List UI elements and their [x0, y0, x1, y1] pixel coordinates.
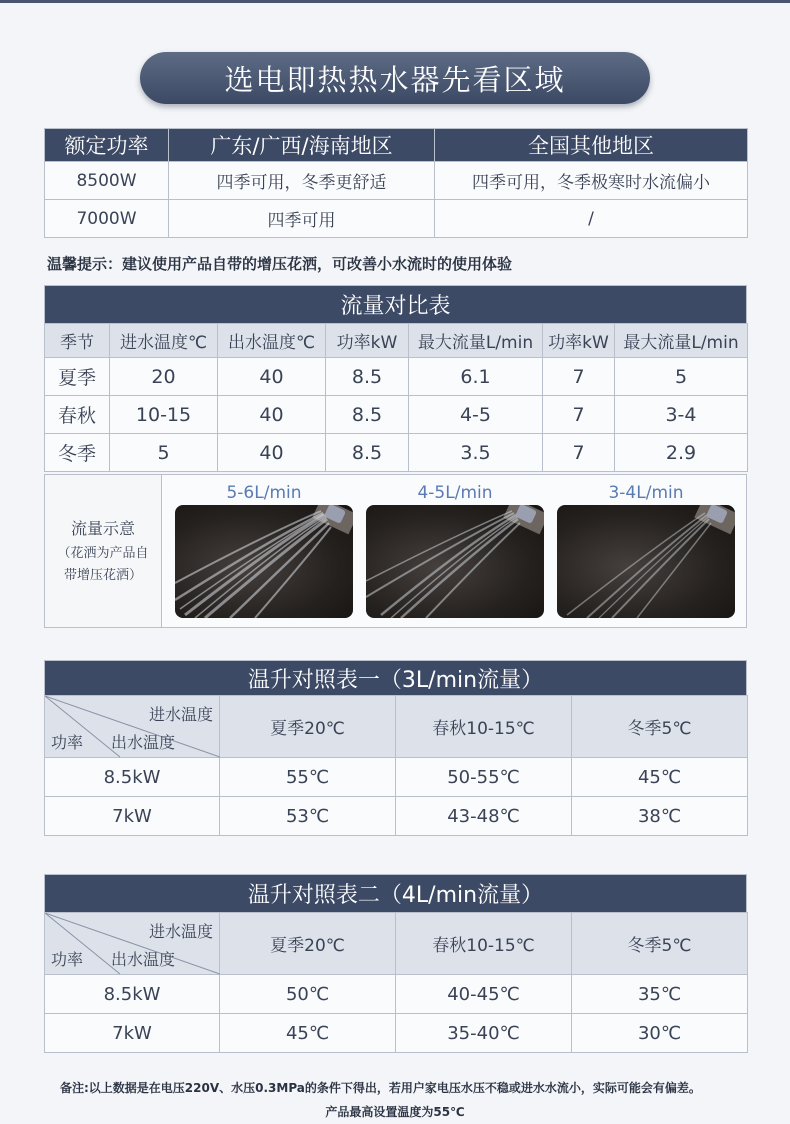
top-border-line — [0, 0, 790, 3]
table-row — [45, 162, 748, 200]
table-cell: 2.9 — [615, 434, 748, 472]
flow-demo-item — [175, 481, 353, 618]
shower-water-icon — [175, 505, 353, 618]
footnote: 备注:以上数据是在电压220V、水压0.3MPa的条件下得出，若用户家电压水压不稳或进水水流小，实际可能会有偏差。 — [60, 1081, 701, 1095]
region-cell: 四季可用 — [169, 200, 435, 238]
table-cell: 30℃ — [572, 1014, 748, 1053]
table-cell: 3-4 — [615, 396, 748, 434]
header-outlet-temp: 出水温度℃ — [218, 324, 326, 358]
table-row — [45, 358, 748, 396]
flow-demo-note-line2: 带增压花洒） — [63, 567, 142, 583]
flow-demo-note-line1: （花洒为产品自 — [57, 545, 149, 561]
table-cell: 40-45℃ — [396, 975, 572, 1014]
region-cell: 四季可用，冬季更舒适 — [169, 162, 435, 200]
table-row — [45, 797, 748, 836]
table-cell: 35℃ — [572, 975, 748, 1014]
temp-table-2-title: 温升对照表二（4L/min流量） — [44, 874, 747, 913]
corner-outlet-label: 出水温度 — [111, 733, 176, 752]
table-cell: 4-5 — [409, 396, 543, 434]
temp-table-1-title: 温升对照表一（3L/min流量） — [44, 660, 747, 696]
temp-rise-table-2 — [44, 912, 748, 1053]
flow-rate-label: 4-5L/min — [417, 483, 493, 503]
flow-demo-note — [57, 543, 148, 587]
table-cell: 50℃ — [220, 975, 396, 1014]
header-power: 功率kW — [326, 324, 409, 358]
table-cell: 40 — [218, 434, 326, 472]
table-cell: 5 — [615, 358, 748, 396]
power-cell: 8.5kW — [45, 758, 220, 797]
flow-demo-panel — [44, 474, 747, 628]
table-cell: 7 — [543, 358, 615, 396]
flow-rate-label: 5-6L/min — [226, 483, 302, 503]
corner-inlet-label: 进水温度 — [148, 922, 213, 941]
table-row — [45, 200, 748, 238]
table-cell: 7 — [543, 434, 615, 472]
table-cell: 20 — [110, 358, 218, 396]
corner-header-cell — [45, 696, 220, 758]
power-cell: 8.5kW — [45, 975, 220, 1014]
table-cell: 55℃ — [220, 758, 396, 797]
header-spring-autumn: 春秋10-15℃ — [396, 696, 572, 758]
table-cell: 45℃ — [220, 1014, 396, 1053]
shower-water-icon — [557, 505, 735, 618]
header-summer: 夏季20℃ — [220, 696, 396, 758]
header-inlet-temp: 进水温度℃ — [110, 324, 218, 358]
header-winter: 冬季5℃ — [572, 913, 748, 975]
flow-demo-item — [366, 481, 544, 618]
header-season: 季节 — [45, 324, 110, 358]
flow-comparison-table — [44, 323, 748, 472]
table-cell: 8.5 — [326, 434, 409, 472]
table-cell: 53℃ — [220, 797, 396, 836]
season-cell: 冬季 — [45, 434, 110, 472]
power-cell: 7kW — [45, 797, 220, 836]
flow-demo-title: 流量示意 — [70, 518, 135, 538]
table-cell: 45℃ — [572, 758, 748, 797]
table-cell: 43-48℃ — [396, 797, 572, 836]
region-cell: 四季可用，冬季极寒时水流偏小 — [435, 162, 748, 200]
temp-table-header-row — [45, 913, 748, 975]
flow-demo-label — [45, 475, 162, 627]
header-max-flow: 最大流量L/min — [409, 324, 543, 358]
shower-photo — [175, 505, 353, 618]
table-cell: 38℃ — [572, 797, 748, 836]
header-spring-autumn: 春秋10-15℃ — [396, 913, 572, 975]
header-other-region: 全国其他地区 — [435, 129, 748, 162]
temp-table-header-row — [45, 696, 748, 758]
header-summer: 夏季20℃ — [220, 913, 396, 975]
flow-demo-item — [557, 481, 735, 618]
table-cell: 40 — [218, 358, 326, 396]
table-cell: 40 — [218, 396, 326, 434]
table-cell: 8.5 — [326, 358, 409, 396]
season-cell: 春秋 — [45, 396, 110, 434]
header-rated-power: 额定功率 — [45, 129, 169, 162]
table-cell: 6.1 — [409, 358, 543, 396]
table-cell: 3.5 — [409, 434, 543, 472]
table-row — [45, 975, 748, 1014]
region-cell: / — [435, 200, 748, 238]
table-cell: 50-55℃ — [396, 758, 572, 797]
table-row — [45, 1014, 748, 1053]
flow-table-title: 流量对比表 — [44, 285, 747, 324]
header-power: 功率kW — [543, 324, 615, 358]
table-cell: 10-15 — [110, 396, 218, 434]
page-title: 选电即热热水器先看区域 — [140, 52, 650, 104]
table-cell: 35-40℃ — [396, 1014, 572, 1053]
power-table-header-row — [45, 129, 748, 162]
corner-outlet-label: 出水温度 — [111, 950, 176, 969]
power-region-table — [44, 128, 748, 238]
header-south-region: 广东/广西/海南地区 — [169, 129, 435, 162]
shower-water-icon — [366, 505, 544, 618]
corner-header-cell — [45, 913, 220, 975]
header-winter: 冬季5℃ — [572, 696, 748, 758]
table-row — [45, 434, 748, 472]
corner-inlet-label: 进水温度 — [148, 705, 213, 724]
temp-rise-table-1 — [44, 695, 748, 836]
season-cell: 夏季 — [45, 358, 110, 396]
power-cell: 7kW — [45, 1014, 220, 1053]
power-cell: 7000W — [45, 200, 169, 238]
header-max-flow: 最大流量L/min — [615, 324, 748, 358]
max-temp-note: 产品最高设置温度为55℃ — [325, 1105, 465, 1119]
corner-power-label: 功率 — [51, 950, 84, 969]
table-cell: 5 — [110, 434, 218, 472]
table-row — [45, 758, 748, 797]
shower-photo — [557, 505, 735, 618]
power-cell: 8500W — [45, 162, 169, 200]
corner-power-label: 功率 — [51, 733, 84, 752]
flow-table-header-row — [45, 324, 748, 358]
table-row — [45, 396, 748, 434]
shower-photo — [366, 505, 544, 618]
table-cell: 8.5 — [326, 396, 409, 434]
table-cell: 7 — [543, 396, 615, 434]
warm-tip: 温馨提示：建议使用产品自带的增压花洒，可改善小水流时的使用体验 — [47, 255, 513, 273]
flow-rate-label: 3-4L/min — [608, 483, 684, 503]
